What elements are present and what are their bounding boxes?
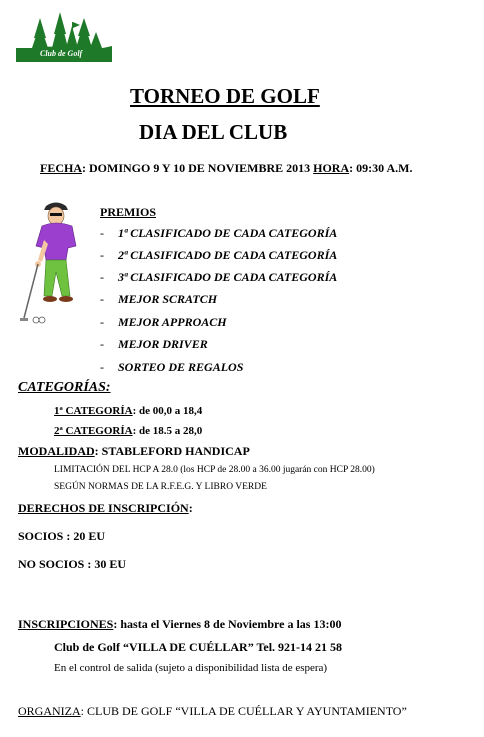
prize-item: - SORTEO DE REGALOS (100, 360, 244, 374)
fees-title: DERECHOS DE INSCRIPCIÓN: (18, 501, 193, 515)
mode-label: MODALIDAD (18, 444, 95, 458)
date-line (40, 161, 412, 176)
time-value: : 09:30 A.M. (349, 161, 413, 175)
fee-members: SOCIOS : 20 EU (18, 529, 106, 543)
registration-control-note: En el control de salida (sujeto a disponibilidad lista de espera) (54, 662, 328, 674)
golfer-illustration (16, 200, 86, 330)
prize-item: - MEJOR APPROACH (100, 315, 227, 329)
logo-text: Club de Golf (40, 49, 83, 58)
fee-non-members: NO SOCIOS : 30 EU (18, 557, 127, 571)
categories-title: CATEGORÍAS: (18, 380, 111, 395)
mode-line (18, 444, 250, 459)
prize-item: - 3ª CLASIFICADO DE CADA CATEGORÍA (100, 270, 338, 284)
category-row: 2ª CATEGORÍA: de 18.5 a 28,0 (54, 425, 203, 437)
club-contact: Club de Golf “VILLA DE CUÉLLAR” Tel. 921-14 21 58 (54, 640, 343, 654)
registration-line (18, 617, 341, 632)
prize-item: - MEJOR DRIVER (100, 337, 208, 351)
organizer-label: ORGANIZA (18, 704, 81, 718)
club-logo (14, 8, 114, 64)
registration-label: INSCRIPCIONES (18, 617, 114, 631)
date-value: : DOMINGO 9 Y 10 DE NOVIEMBRE 2013 (82, 161, 314, 175)
date-label: FECHA (40, 161, 82, 175)
handicap-limit-note: LIMITACIÓN DEL HCP A 28.0 (los HCP de 28.00 a 36.00 jugarán con HCP 28.00) (54, 465, 375, 475)
time-label: HORA (313, 161, 350, 175)
prize-item: - MEJOR SCRATCH (100, 292, 218, 306)
rules-note: SEGÚN NORMAS DE LA R.F.E.G. Y LIBRO VERDE (54, 482, 267, 492)
prizes-title: PREMIOS (100, 205, 157, 219)
organizer-value: : CLUB DE GOLF “VILLA DE CUÉLLAR Y AYUNTAMIENTO” (80, 704, 407, 718)
organizer-line (18, 704, 407, 719)
prize-item: - 1ª CLASIFICADO DE CADA CATEGORÍA (100, 226, 338, 240)
category-row: 1ª CATEGORÍA: de 00,0 a 18,4 (54, 405, 203, 417)
prize-item: - 2ª CLASIFICADO DE CADA CATEGORÍA (100, 248, 338, 262)
page-subtitle: DIA DEL CLUB (139, 120, 288, 144)
mode-value: : STABLEFORD HANDICAP (94, 444, 250, 458)
registration-value: : hasta el Viernes 8 de Noviembre a las 13:00 (113, 617, 342, 631)
page-title: TORNEO DE GOLF (130, 84, 320, 108)
